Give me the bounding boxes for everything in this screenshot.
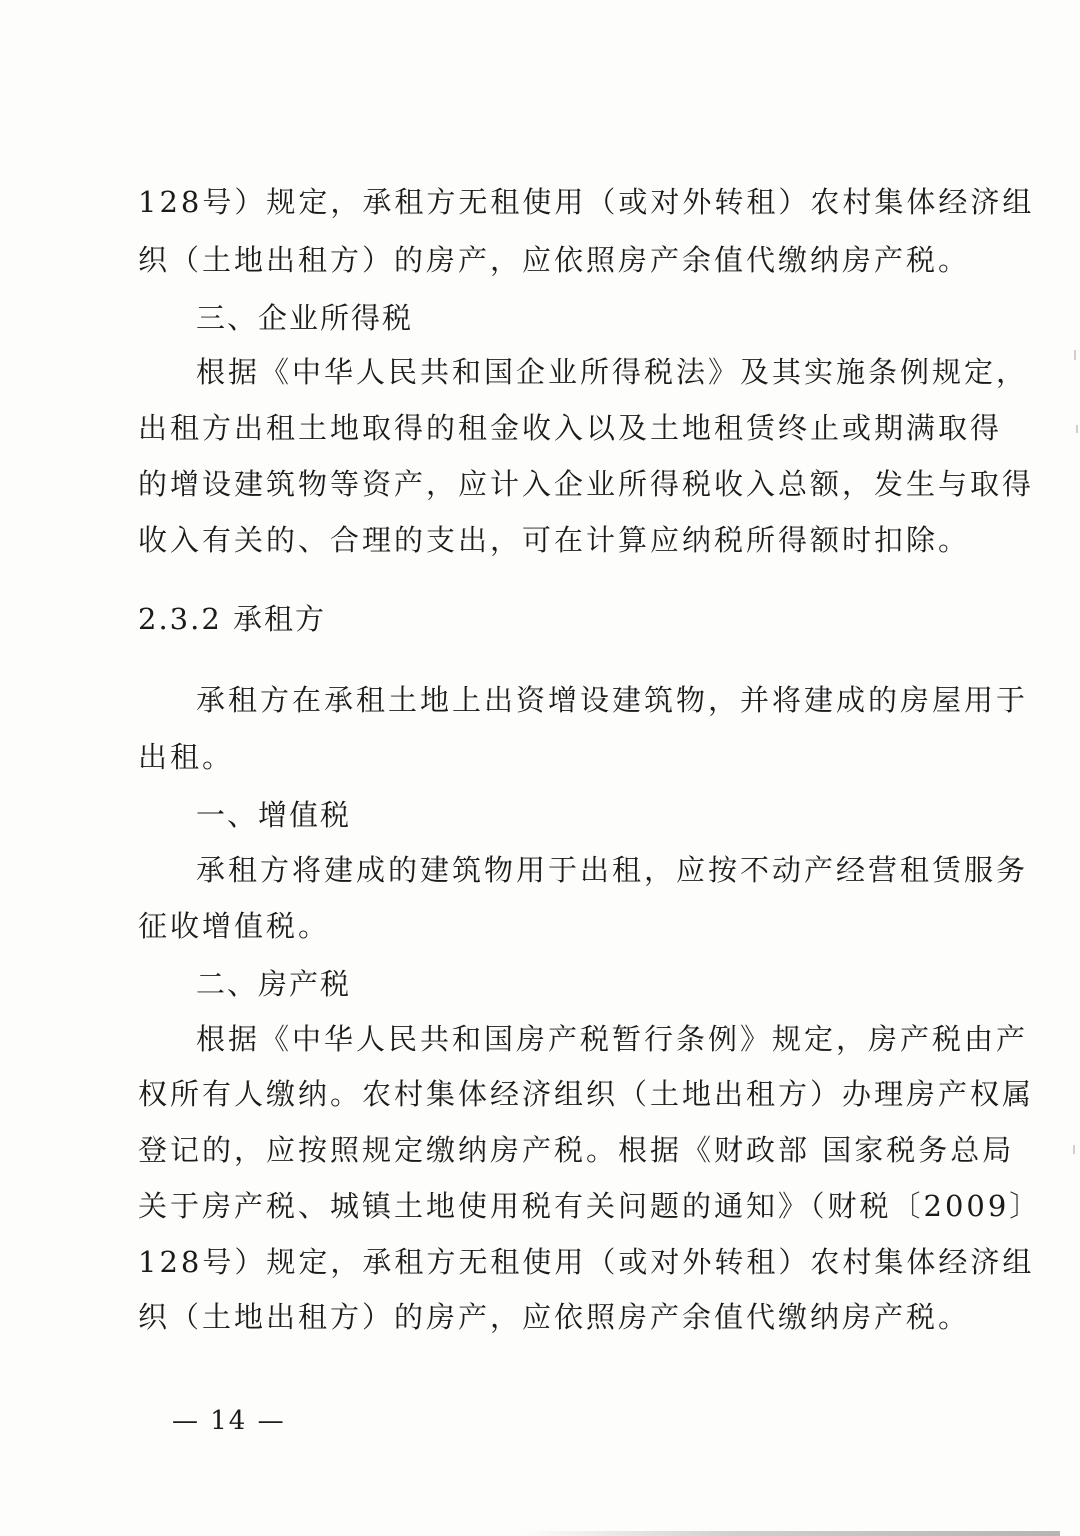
scan-speck bbox=[1076, 425, 1078, 433]
section-heading-vat: 一、增值税 bbox=[196, 798, 352, 832]
scan-speck bbox=[1073, 1145, 1075, 1154]
body-line-6: 的增设建筑物等资产，应计入企业所得税收入总额，发生与取得 bbox=[138, 467, 1035, 501]
body-line-1: 128号）规定，承租方无租使用（或对外转租）农村集体经济组 bbox=[138, 185, 1035, 219]
body-line-12: 承租方将建成的建筑物用于出租，应按不动产经营租赁服务 bbox=[196, 853, 1029, 887]
subsection-heading-lessee: 2.3.2 承租方 bbox=[138, 602, 327, 636]
scan-edge-shadow bbox=[520, 1531, 1060, 1536]
page-number: — 14 — bbox=[172, 1406, 286, 1436]
body-line-7: 收入有关的、合理的支出，可在计算应纳税所得额时扣除。 bbox=[138, 523, 971, 557]
body-line-4: 根据《中华人民共和国企业所得税法》及其实施条例规定， bbox=[196, 355, 1029, 389]
body-line-10: 出租。 bbox=[138, 740, 235, 774]
body-line-2: 织（土地出租方）的房产，应依照房产余值代缴纳房产税。 bbox=[138, 243, 971, 277]
section-heading-corporate-income-tax: 三、企业所得税 bbox=[196, 301, 414, 335]
section-heading-property-tax: 二、房产税 bbox=[196, 967, 352, 1001]
body-line-20: 织（土地出租方）的房产，应依照房产余值代缴纳房产税。 bbox=[138, 1300, 971, 1334]
body-line-18: 关于房产税、城镇土地使用税有关问题的通知》（财税〔2009〕 bbox=[138, 1189, 1042, 1223]
body-line-16: 权所有人缴纳。农村集体经济组织（土地出租方）办理房产权属 bbox=[138, 1077, 1035, 1111]
body-line-19: 128号）规定，承租方无租使用（或对外转租）农村集体经济组 bbox=[138, 1245, 1035, 1279]
body-line-15: 根据《中华人民共和国房产税暂行条例》规定，房产税由产 bbox=[196, 1022, 1029, 1056]
body-line-17: 登记的，应按照规定缴纳房产税。根据《财政部 国家税务总局 bbox=[138, 1133, 1015, 1167]
body-line-9: 承租方在承租土地上出资增设建筑物，并将建成的房屋用于 bbox=[196, 683, 1029, 717]
body-line-13: 征收增值税。 bbox=[138, 909, 331, 943]
body-line-5: 出租方出租土地取得的租金收入以及土地租赁终止或期满取得 bbox=[138, 411, 1003, 445]
scan-speck bbox=[1074, 350, 1076, 360]
